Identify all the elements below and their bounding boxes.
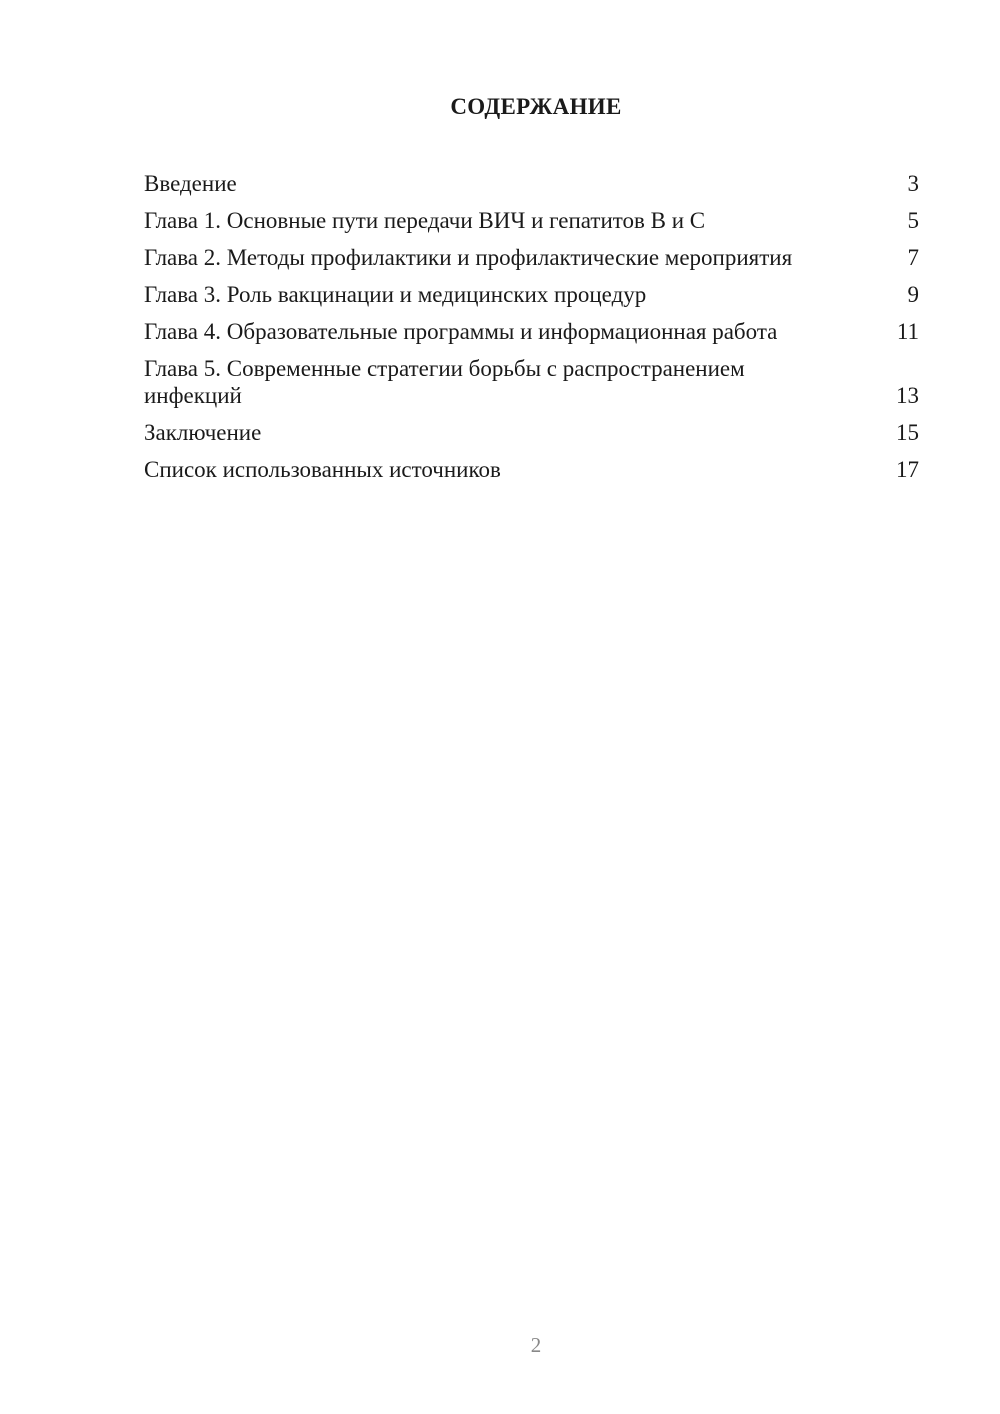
toc-entry-text: Глава 1. Основные пути передачи ВИЧ и гепатитов В и С [144, 208, 706, 233]
toc-entry-page-number: 7 [907, 245, 919, 270]
toc-entry-text: Заключение [144, 420, 262, 445]
toc-entry-page-number: 11 [896, 319, 919, 344]
table-of-contents [144, 170, 919, 493]
toc-entry-chapter-3[interactable] [144, 281, 919, 308]
toc-entry-page-number: 13 [896, 383, 919, 408]
toc-entry-text: Глава 3. Роль вакцинации и медицинских процедур [144, 282, 647, 307]
toc-entry-page-number: 17 [896, 457, 919, 482]
toc-entry-page-number: 5 [907, 208, 919, 233]
toc-entry-text: Список использованных источников [144, 457, 501, 482]
toc-entry-text: Глава 5. Современные стратегии борьбы с распространением инфекций [144, 356, 745, 408]
toc-entry-page-number: 9 [907, 282, 919, 307]
toc-entry-chapter-5[interactable] [144, 355, 919, 409]
page-title: СОДЕРЖАНИЕ [450, 94, 622, 119]
toc-entry-page-number: 15 [896, 420, 919, 445]
toc-entry-page-number: 3 [907, 171, 919, 196]
toc-entry-references[interactable] [144, 456, 919, 483]
toc-entry-chapter-4[interactable] [144, 318, 919, 345]
toc-entry-chapter-1[interactable] [144, 207, 919, 234]
toc-entry-text: Введение [144, 171, 237, 196]
toc-entry-text: Глава 2. Методы профилактики и профилактические мероприятия [144, 245, 793, 270]
toc-entry-chapter-2[interactable] [144, 244, 919, 271]
toc-entry-conclusion[interactable] [144, 419, 919, 446]
toc-entry-text: Глава 4. Образовательные программы и информационная работа [144, 319, 778, 344]
page-number: 2 [530, 1333, 542, 1357]
toc-entry-introduction[interactable] [144, 170, 919, 197]
